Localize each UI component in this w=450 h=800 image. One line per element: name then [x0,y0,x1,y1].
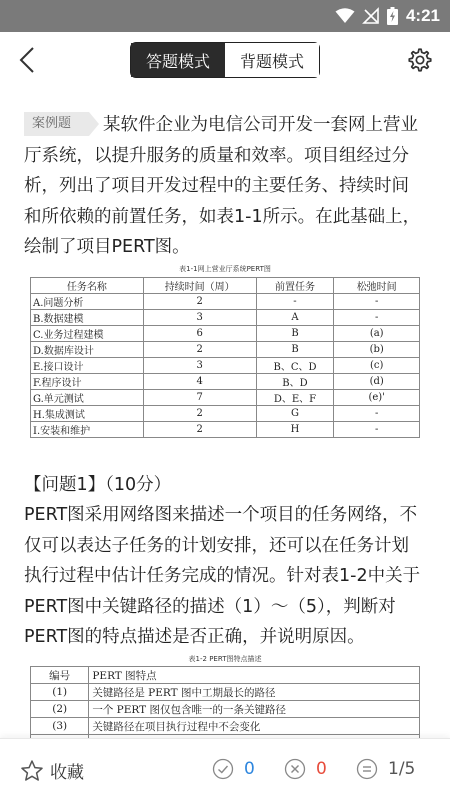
table-cell: 2 [143,294,256,310]
table-header: 编号 [31,667,89,684]
table-header-row [31,667,420,684]
table-cell: B、D [256,374,334,390]
table-cell: (d) [334,374,420,390]
battery-icon [387,7,398,25]
wrong-number: 0 [316,759,327,779]
correct-count[interactable] [212,758,255,780]
case-badge: 案例题 [24,112,89,136]
table-row [31,406,420,422]
table-header: 持续时间（周） [143,278,256,294]
table-cell: 6 [143,326,256,342]
table-row [31,718,420,735]
table-header: PERT 图特点 [89,667,420,684]
table-header: 前置任务 [256,278,334,294]
back-button[interactable] [10,42,44,78]
table-cell: H [256,422,334,438]
star-icon [20,759,44,783]
gear-icon [407,47,433,73]
table-cell: 关键路径是 PERT 图中工期最长的路径 [89,684,420,701]
table1-caption: 表1-1网上营业厅系统PERT图 [179,265,271,273]
table-row [31,684,420,701]
signal-icon [363,8,379,24]
x-circle-icon [284,758,306,780]
back-arrow-icon [19,46,35,74]
table-cell: 2 [143,422,256,438]
table-cell: (a) [334,326,420,342]
table-cell: F.程序设计 [31,374,144,390]
table-cell: E.接口设计 [31,358,144,374]
table-cell: 2 [143,342,256,358]
table-header: 松弛时间 [334,278,420,294]
table-cell: B.数据建模 [31,310,144,326]
table-cell: B [256,342,334,358]
table-header: 任务名称 [31,278,144,294]
table-row [31,326,420,342]
question-text: 某软件企业为电信公司开发一套网上营业厅系统，以提升服务的质量和效率。项目组经过分析，列出了项目开发过程中的主要任务、持续时间和所依赖的前置任务，如表1-1所示。在此基础上，绘制了项目PERT图。 [24,115,421,257]
status-time: 4:21 [405,6,440,25]
table-cell: 4 [143,374,256,390]
bottom-bar [0,738,450,800]
problem-title: 【问题1】（10分） [24,475,172,495]
progress-indicator: 1/5 [388,759,416,779]
table-cell: H.集成测试 [31,406,144,422]
table-row [31,701,420,718]
table-cell: (b) [334,342,420,358]
table-cell: 2 [143,406,256,422]
table-cell: - [334,294,420,310]
table-cell: (c) [334,358,420,374]
question-content [0,88,450,738]
check-circle-icon [212,758,234,780]
table-row [31,294,420,310]
table-cell: 3 [143,310,256,326]
table-row [31,342,420,358]
list-circle-icon [356,758,378,780]
settings-button[interactable] [404,44,436,76]
table-cell: G [256,406,334,422]
table-cell: B [256,326,334,342]
correct-number: 0 [244,759,255,779]
wifi-icon [335,8,355,24]
table-row [31,310,420,326]
table-cell: - [334,406,420,422]
table-cell: A [256,310,334,326]
table-cell: 3 [143,358,256,374]
table2-caption: 表1-2 PERT图特点描述 [188,655,262,663]
table-cell: 关键路径在项目执行过程中不会变化 [89,718,420,735]
table-cell: D.数据库设计 [31,342,144,358]
table-cell: I.安装和维护 [31,422,144,438]
table-cell: B、C、D [256,358,334,374]
table-cell: D、E、F [256,390,334,406]
table-cell: (e)' [334,390,420,406]
mode-switch [130,42,320,78]
table-cell: A.问题分析 [31,294,144,310]
table-cell: (1) [31,684,89,701]
tab-answer-mode[interactable]: 答题模式 [131,43,225,77]
favorite-button[interactable] [20,758,84,783]
table-row [31,390,420,406]
problem-text: PERT图采用网络图来描述一个项目的任务网络，不仅可以表达子任务的计划安排，还可以在任务计划执行过程中估计任务完成的情况。针对表1-2中关于PERT图中关键路径的描述（1）〜（5），判断对PERT图的特点描述是否正确，并说明原因。 [24,505,421,647]
table-cell: (2) [31,701,89,718]
table-row [31,374,420,390]
wrong-count[interactable] [284,758,327,780]
question-list-button[interactable] [356,758,415,780]
table-cell: G.单元测试 [31,390,144,406]
table-cell: - [256,294,334,310]
table-cell: 一个 PERT 图仅包含唯一的一条关键路径 [89,701,420,718]
question-stem [24,110,424,263]
status-bar [0,0,450,32]
status-icons [335,0,440,32]
tab-recite-mode[interactable]: 背题模式 [225,43,319,77]
table-header-row [31,278,420,294]
favorite-label: 收藏 [50,763,84,783]
table-row [31,422,420,438]
table-row [31,358,420,374]
table-cell: - [334,310,420,326]
task-table [30,277,420,438]
table-cell: (3) [31,718,89,735]
table-cell: 7 [143,390,256,406]
table-cell: - [334,422,420,438]
nav-bar [0,32,450,88]
table-cell: C.业务过程建模 [31,326,144,342]
